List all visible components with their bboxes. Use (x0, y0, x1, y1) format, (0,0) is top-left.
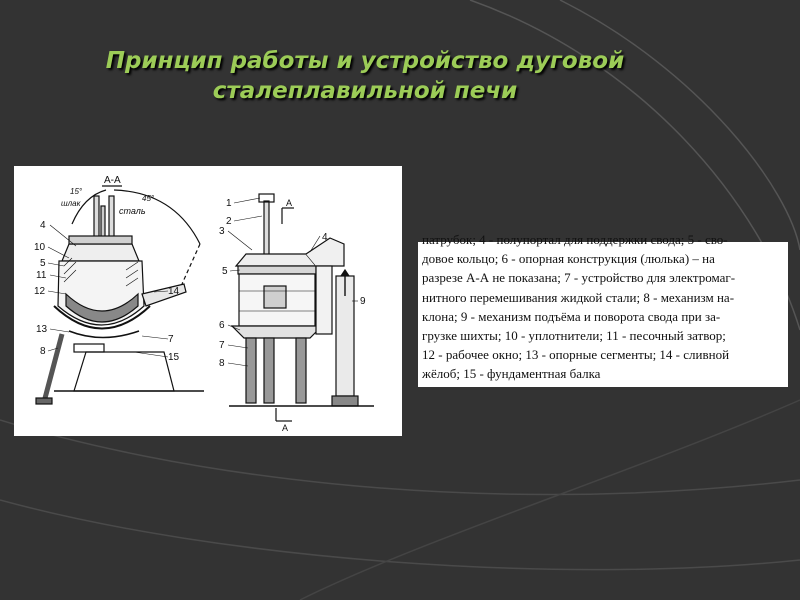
section-label: А-А (104, 175, 121, 186)
legend-line: нитного перемешивания жидкой стали; 8 - механизм на- (422, 289, 735, 305)
callout-15: 15 (168, 352, 180, 363)
callout-13: 13 (36, 324, 48, 335)
electromagnetic-stirrer (264, 286, 286, 308)
pouring-spout (142, 284, 186, 306)
callout-5-right: 5 (222, 266, 228, 277)
callout-7-right: 7 (219, 340, 225, 351)
legend-line: довое кольцо; 6 - опорная конструкция (люлька) – на (422, 251, 715, 267)
section-letter-top: А (286, 198, 293, 208)
legend-textbox (418, 232, 788, 387)
tilt-cylinder-right (296, 338, 306, 403)
legend-line: 12 - рабочее окно; 13 - опорные сегменты; 14 - сливной (422, 347, 730, 363)
callout-4-right: 4 (322, 232, 328, 243)
callout-5: 5 (40, 258, 46, 269)
legend-line: патрубок; 4 - полупортал для поддержки свода; 5 - сво- (422, 232, 728, 247)
legend-line: клона; 9 - механизм подъёма и поворота свода при за- (422, 308, 721, 324)
foundation-beam (74, 344, 104, 352)
rocker-segments (69, 331, 139, 338)
callout-14: 14 (168, 286, 180, 297)
furnace-diagram (14, 166, 402, 436)
roof-ring-right (238, 266, 316, 274)
tilt-cylinder-right (264, 338, 274, 403)
legend-line: жёлоб; 15 - фундаментная балка (422, 366, 601, 382)
slide-title (40, 46, 690, 106)
callout-11: 11 (36, 270, 47, 281)
angle-left-label: 15° (70, 187, 83, 196)
callout-6: 6 (219, 320, 225, 331)
callout-2: 2 (226, 216, 232, 227)
title-line-2: сталеплавильной печи (212, 78, 518, 104)
roof-ring (69, 236, 132, 244)
slag-label: шлак (61, 199, 81, 208)
cradle (232, 326, 322, 338)
section-letter-bottom: А (282, 423, 289, 433)
cylinder-base (36, 398, 52, 404)
portal-column (316, 266, 332, 334)
callout-9: 9 (360, 296, 366, 307)
callout-7: 7 (168, 334, 174, 345)
legend-line: разрезе А-А не показана; 7 - устройство для электромаг- (422, 270, 736, 286)
callout-3: 3 (219, 226, 225, 237)
callout-12: 12 (34, 286, 46, 297)
angle-right-label: 45° (142, 194, 155, 203)
decor-arc (0, 500, 800, 570)
callout-8-right: 8 (219, 358, 225, 369)
furnace-roof (62, 244, 139, 261)
tilt-cylinder (44, 334, 62, 402)
lift-base (332, 396, 358, 406)
title-line-1: Принцип работы и устройство дуговой (105, 48, 625, 74)
callout-10: 10 (34, 242, 46, 253)
callout-1: 1 (226, 198, 232, 209)
legend-line: грузке шихты; 10 - уплотнители; 11 - песочный затвор; (422, 328, 726, 344)
callout-4: 4 (40, 220, 46, 231)
decor-arc (560, 0, 800, 250)
tilt-line (182, 244, 200, 284)
foundation (74, 352, 174, 391)
roof-right (236, 254, 316, 266)
legend-text (422, 230, 784, 384)
furnace-drawing (14, 166, 402, 436)
callout-8: 8 (40, 346, 46, 357)
steel-label: сталь (119, 206, 146, 216)
